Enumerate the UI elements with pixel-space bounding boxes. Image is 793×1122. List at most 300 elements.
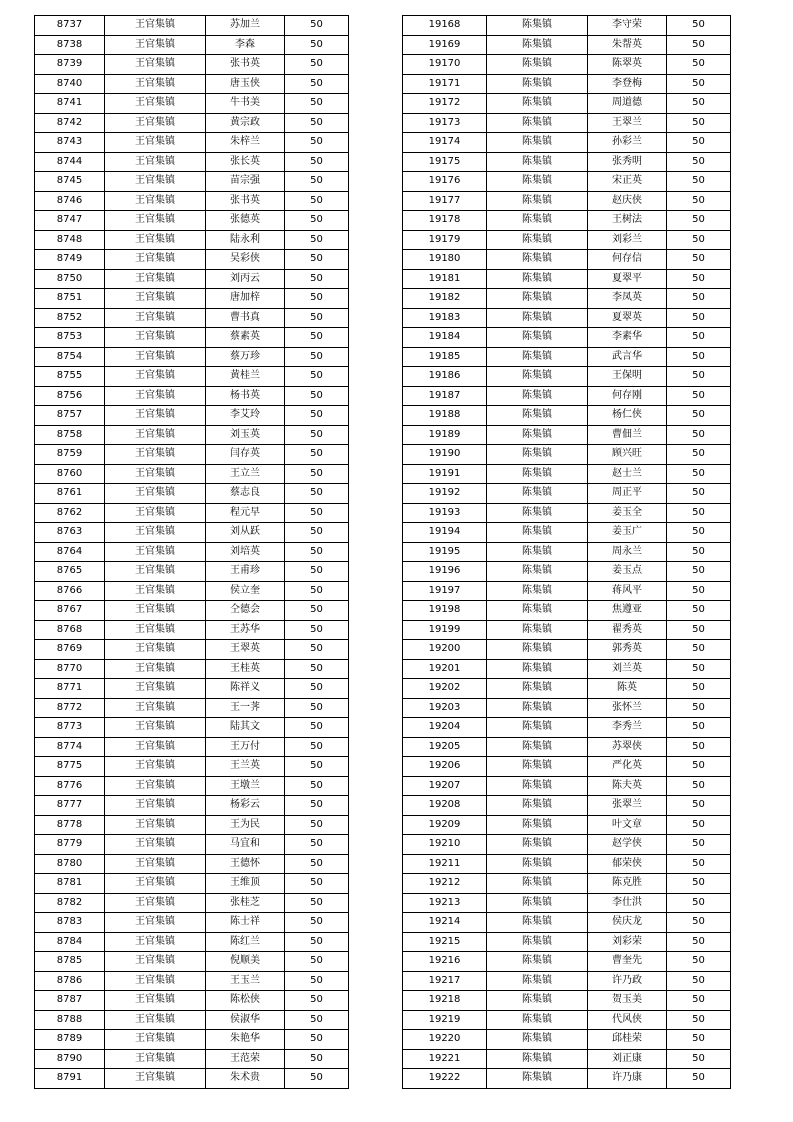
amount-cell: 50 (285, 425, 349, 445)
amount-cell: 50 (285, 640, 349, 660)
serial-number-cell: 19207 (403, 776, 487, 796)
amount-cell: 50 (285, 932, 349, 952)
amount-cell: 50 (667, 854, 731, 874)
name-cell: 曹书真 (206, 308, 285, 328)
table-row (35, 74, 349, 94)
town-cell: 王官集镇 (105, 230, 206, 250)
serial-number-cell: 8768 (35, 620, 105, 640)
name-cell: 刘兰英 (588, 659, 667, 679)
left-roster-table (34, 15, 349, 1089)
amount-cell: 50 (667, 172, 731, 192)
town-cell: 陈集镇 (487, 952, 588, 972)
name-cell: 翟秀英 (588, 620, 667, 640)
town-cell: 陈集镇 (487, 211, 588, 231)
table-row (403, 1010, 731, 1030)
amount-cell: 50 (285, 445, 349, 465)
name-cell: 王翠兰 (588, 113, 667, 133)
town-cell: 陈集镇 (487, 250, 588, 270)
serial-number-cell: 8762 (35, 503, 105, 523)
table-row (403, 35, 731, 55)
town-cell: 陈集镇 (487, 347, 588, 367)
name-cell: 王一荠 (206, 698, 285, 718)
amount-cell: 50 (667, 523, 731, 543)
table-row (403, 386, 731, 406)
town-cell: 王官集镇 (105, 640, 206, 660)
amount-cell: 50 (285, 737, 349, 757)
amount-cell: 50 (667, 1010, 731, 1030)
town-cell: 陈集镇 (487, 464, 588, 484)
table-row (403, 289, 731, 309)
name-cell: 程元早 (206, 503, 285, 523)
amount-cell: 50 (667, 445, 731, 465)
town-cell: 王官集镇 (105, 776, 206, 796)
serial-number-cell: 19190 (403, 445, 487, 465)
amount-cell: 50 (667, 1030, 731, 1050)
town-cell: 陈集镇 (487, 796, 588, 816)
serial-number-cell: 19222 (403, 1069, 487, 1089)
amount-cell: 50 (285, 386, 349, 406)
name-cell: 陈夫英 (588, 776, 667, 796)
amount-cell: 50 (667, 367, 731, 387)
serial-number-cell: 19200 (403, 640, 487, 660)
table-row (35, 152, 349, 172)
town-cell: 王官集镇 (105, 835, 206, 855)
name-cell: 刘正康 (588, 1049, 667, 1069)
town-cell: 王官集镇 (105, 250, 206, 270)
town-cell: 陈集镇 (487, 757, 588, 777)
town-cell: 陈集镇 (487, 542, 588, 562)
table-row (35, 289, 349, 309)
amount-cell: 50 (285, 113, 349, 133)
serial-number-cell: 8788 (35, 1010, 105, 1030)
name-cell: 焦遵亚 (588, 601, 667, 621)
name-cell: 王范荣 (206, 1049, 285, 1069)
amount-cell: 50 (667, 796, 731, 816)
serial-number-cell: 8777 (35, 796, 105, 816)
name-cell: 杨彩云 (206, 796, 285, 816)
name-cell: 蒋风平 (588, 581, 667, 601)
name-cell: 仝德会 (206, 601, 285, 621)
town-cell: 王官集镇 (105, 581, 206, 601)
table-row (403, 835, 731, 855)
name-cell: 代风侠 (588, 1010, 667, 1030)
name-cell: 郭秀英 (588, 640, 667, 660)
town-cell: 陈集镇 (487, 835, 588, 855)
name-cell: 陈红兰 (206, 932, 285, 952)
serial-number-cell: 19183 (403, 308, 487, 328)
town-cell: 陈集镇 (487, 893, 588, 913)
serial-number-cell: 8739 (35, 55, 105, 75)
name-cell: 张书英 (206, 55, 285, 75)
name-cell: 张书英 (206, 191, 285, 211)
town-cell: 王官集镇 (105, 796, 206, 816)
amount-cell: 50 (667, 698, 731, 718)
town-cell: 王官集镇 (105, 445, 206, 465)
table-row (35, 737, 349, 757)
name-cell: 贺玉美 (588, 991, 667, 1011)
table-row (35, 347, 349, 367)
amount-cell: 50 (667, 971, 731, 991)
amount-cell: 50 (667, 308, 731, 328)
table-row (35, 484, 349, 504)
name-cell: 王兰英 (206, 757, 285, 777)
town-cell: 陈集镇 (487, 815, 588, 835)
table-row (35, 796, 349, 816)
town-cell: 王官集镇 (105, 815, 206, 835)
right-roster-body (403, 16, 731, 1089)
name-cell: 叶文章 (588, 815, 667, 835)
town-cell: 王官集镇 (105, 133, 206, 153)
amount-cell: 50 (667, 913, 731, 933)
amount-cell: 50 (667, 191, 731, 211)
serial-number-cell: 8752 (35, 308, 105, 328)
name-cell: 陆其文 (206, 718, 285, 738)
name-cell: 唐加梓 (206, 289, 285, 309)
town-cell: 王官集镇 (105, 16, 206, 36)
serial-number-cell: 8786 (35, 971, 105, 991)
serial-number-cell: 19187 (403, 386, 487, 406)
town-cell: 陈集镇 (487, 308, 588, 328)
town-cell: 王官集镇 (105, 367, 206, 387)
table-row (403, 250, 731, 270)
name-cell: 陈克胜 (588, 874, 667, 894)
amount-cell: 50 (285, 406, 349, 426)
amount-cell: 50 (285, 952, 349, 972)
serial-number-cell: 8779 (35, 835, 105, 855)
serial-number-cell: 19211 (403, 854, 487, 874)
serial-number-cell: 8745 (35, 172, 105, 192)
amount-cell: 50 (667, 133, 731, 153)
name-cell: 朱术贵 (206, 1069, 285, 1089)
name-cell: 王桂英 (206, 659, 285, 679)
name-cell: 侯立奎 (206, 581, 285, 601)
table-row (35, 1030, 349, 1050)
amount-cell: 50 (667, 952, 731, 972)
serial-number-cell: 8760 (35, 464, 105, 484)
amount-cell: 50 (667, 815, 731, 835)
table-row (35, 757, 349, 777)
table-row (35, 464, 349, 484)
right-roster-table (402, 15, 731, 1089)
table-row (403, 620, 731, 640)
town-cell: 陈集镇 (487, 562, 588, 582)
name-cell: 李登梅 (588, 74, 667, 94)
town-cell: 王官集镇 (105, 854, 206, 874)
name-cell: 侯淑华 (206, 1010, 285, 1030)
table-row (403, 55, 731, 75)
amount-cell: 50 (285, 367, 349, 387)
name-cell: 蔡万珍 (206, 347, 285, 367)
table-row (403, 1049, 731, 1069)
serial-number-cell: 19191 (403, 464, 487, 484)
name-cell: 王保明 (588, 367, 667, 387)
serial-number-cell: 8749 (35, 250, 105, 270)
town-cell: 王官集镇 (105, 952, 206, 972)
table-row (35, 269, 349, 289)
serial-number-cell: 19192 (403, 484, 487, 504)
name-cell: 郁荣侠 (588, 854, 667, 874)
serial-number-cell: 19182 (403, 289, 487, 309)
name-cell: 陈松侠 (206, 991, 285, 1011)
amount-cell: 50 (285, 523, 349, 543)
amount-cell: 50 (667, 464, 731, 484)
table-row (403, 523, 731, 543)
table-row (35, 854, 349, 874)
town-cell: 陈集镇 (487, 152, 588, 172)
left-roster-body (35, 16, 349, 1089)
table-row (403, 16, 731, 36)
table-row (403, 913, 731, 933)
amount-cell: 50 (285, 776, 349, 796)
town-cell: 王官集镇 (105, 74, 206, 94)
name-cell: 苏加兰 (206, 16, 285, 36)
town-cell: 王官集镇 (105, 35, 206, 55)
town-cell: 陈集镇 (487, 913, 588, 933)
town-cell: 王官集镇 (105, 893, 206, 913)
serial-number-cell: 8791 (35, 1069, 105, 1089)
serial-number-cell: 8759 (35, 445, 105, 465)
town-cell: 王官集镇 (105, 991, 206, 1011)
town-cell: 陈集镇 (487, 991, 588, 1011)
table-row (403, 698, 731, 718)
town-cell: 陈集镇 (487, 503, 588, 523)
serial-number-cell: 8748 (35, 230, 105, 250)
town-cell: 王官集镇 (105, 737, 206, 757)
table-row (403, 367, 731, 387)
name-cell: 李素华 (588, 328, 667, 348)
serial-number-cell: 8744 (35, 152, 105, 172)
table-row (35, 835, 349, 855)
serial-number-cell: 8755 (35, 367, 105, 387)
name-cell: 马宜和 (206, 835, 285, 855)
serial-number-cell: 19216 (403, 952, 487, 972)
town-cell: 陈集镇 (487, 1069, 588, 1089)
serial-number-cell: 8789 (35, 1030, 105, 1050)
serial-number-cell: 19214 (403, 913, 487, 933)
town-cell: 王官集镇 (105, 406, 206, 426)
amount-cell: 50 (667, 776, 731, 796)
table-row (35, 1010, 349, 1030)
town-cell: 王官集镇 (105, 386, 206, 406)
amount-cell: 50 (285, 74, 349, 94)
town-cell: 陈集镇 (487, 172, 588, 192)
serial-number-cell: 8753 (35, 328, 105, 348)
serial-number-cell: 8765 (35, 562, 105, 582)
town-cell: 陈集镇 (487, 1010, 588, 1030)
amount-cell: 50 (667, 211, 731, 231)
town-cell: 王官集镇 (105, 971, 206, 991)
name-cell: 许乃政 (588, 971, 667, 991)
amount-cell: 50 (667, 640, 731, 660)
serial-number-cell: 19177 (403, 191, 487, 211)
table-row (403, 542, 731, 562)
town-cell: 陈集镇 (487, 94, 588, 114)
name-cell: 刘丙云 (206, 269, 285, 289)
serial-number-cell: 19202 (403, 679, 487, 699)
town-cell: 陈集镇 (487, 932, 588, 952)
town-cell: 王官集镇 (105, 464, 206, 484)
name-cell: 陈祥义 (206, 679, 285, 699)
table-row (403, 737, 731, 757)
table-row (403, 854, 731, 874)
name-cell: 周正平 (588, 484, 667, 504)
serial-number-cell: 8787 (35, 991, 105, 1011)
serial-number-cell: 19171 (403, 74, 487, 94)
serial-number-cell: 8738 (35, 35, 105, 55)
serial-number-cell: 19221 (403, 1049, 487, 1069)
amount-cell: 50 (285, 211, 349, 231)
name-cell: 王翠英 (206, 640, 285, 660)
table-row (403, 425, 731, 445)
name-cell: 夏翠英 (588, 308, 667, 328)
name-cell: 张怀兰 (588, 698, 667, 718)
table-row (403, 328, 731, 348)
amount-cell: 50 (285, 191, 349, 211)
serial-number-cell: 8774 (35, 737, 105, 757)
serial-number-cell: 19184 (403, 328, 487, 348)
serial-number-cell: 8742 (35, 113, 105, 133)
town-cell: 王官集镇 (105, 542, 206, 562)
serial-number-cell: 19195 (403, 542, 487, 562)
serial-number-cell: 8773 (35, 718, 105, 738)
table-row (35, 35, 349, 55)
amount-cell: 50 (667, 991, 731, 1011)
amount-cell: 50 (285, 718, 349, 738)
serial-number-cell: 19197 (403, 581, 487, 601)
table-row (35, 640, 349, 660)
amount-cell: 50 (667, 562, 731, 582)
name-cell: 蔡志良 (206, 484, 285, 504)
serial-number-cell: 8783 (35, 913, 105, 933)
table-row (403, 796, 731, 816)
table-row (403, 932, 731, 952)
name-cell: 邱桂荣 (588, 1030, 667, 1050)
amount-cell: 50 (285, 679, 349, 699)
amount-cell: 50 (285, 1030, 349, 1050)
table-row (35, 815, 349, 835)
town-cell: 王官集镇 (105, 328, 206, 348)
serial-number-cell: 19168 (403, 16, 487, 36)
town-cell: 陈集镇 (487, 113, 588, 133)
serial-number-cell: 8775 (35, 757, 105, 777)
table-row (403, 581, 731, 601)
table-row (403, 464, 731, 484)
serial-number-cell: 19213 (403, 893, 487, 913)
serial-number-cell: 8770 (35, 659, 105, 679)
serial-number-cell: 8778 (35, 815, 105, 835)
town-cell: 王官集镇 (105, 113, 206, 133)
amount-cell: 50 (285, 230, 349, 250)
serial-number-cell: 19169 (403, 35, 487, 55)
town-cell: 陈集镇 (487, 55, 588, 75)
town-cell: 王官集镇 (105, 347, 206, 367)
amount-cell: 50 (667, 347, 731, 367)
serial-number-cell: 19181 (403, 269, 487, 289)
table-row (35, 893, 349, 913)
town-cell: 陈集镇 (487, 386, 588, 406)
serial-number-cell: 19179 (403, 230, 487, 250)
town-cell: 王官集镇 (105, 1049, 206, 1069)
amount-cell: 50 (285, 835, 349, 855)
table-row (35, 308, 349, 328)
name-cell: 刘彩兰 (588, 230, 667, 250)
table-row (403, 230, 731, 250)
amount-cell: 50 (285, 757, 349, 777)
serial-number-cell: 8761 (35, 484, 105, 504)
table-row (403, 191, 731, 211)
serial-number-cell: 19203 (403, 698, 487, 718)
town-cell: 陈集镇 (487, 367, 588, 387)
amount-cell: 50 (667, 874, 731, 894)
town-cell: 陈集镇 (487, 406, 588, 426)
table-row (35, 913, 349, 933)
amount-cell: 50 (285, 874, 349, 894)
table-row (35, 698, 349, 718)
name-cell: 赵学侠 (588, 835, 667, 855)
name-cell: 赵士兰 (588, 464, 667, 484)
name-cell: 苗宗强 (206, 172, 285, 192)
town-cell: 陈集镇 (487, 289, 588, 309)
table-row (403, 172, 731, 192)
table-row (35, 542, 349, 562)
town-cell: 王官集镇 (105, 191, 206, 211)
amount-cell: 50 (667, 250, 731, 270)
table-row (35, 406, 349, 426)
name-cell: 张桂芝 (206, 893, 285, 913)
amount-cell: 50 (285, 854, 349, 874)
table-row (403, 503, 731, 523)
serial-number-cell: 19186 (403, 367, 487, 387)
amount-cell: 50 (667, 484, 731, 504)
name-cell: 刘玉英 (206, 425, 285, 445)
name-cell: 李守荣 (588, 16, 667, 36)
name-cell: 李仕洪 (588, 893, 667, 913)
serial-number-cell: 19201 (403, 659, 487, 679)
table-row (403, 211, 731, 231)
town-cell: 陈集镇 (487, 445, 588, 465)
town-cell: 陈集镇 (487, 133, 588, 153)
table-row (35, 16, 349, 36)
table-row (403, 971, 731, 991)
town-cell: 陈集镇 (487, 737, 588, 757)
table-row (35, 601, 349, 621)
table-row (35, 250, 349, 270)
table-row (403, 445, 731, 465)
name-cell: 夏翠平 (588, 269, 667, 289)
serial-number-cell: 19178 (403, 211, 487, 231)
amount-cell: 50 (285, 289, 349, 309)
serial-number-cell: 19189 (403, 425, 487, 445)
table-row (35, 211, 349, 231)
serial-number-cell: 8769 (35, 640, 105, 660)
name-cell: 何存信 (588, 250, 667, 270)
amount-cell: 50 (285, 991, 349, 1011)
amount-cell: 50 (285, 698, 349, 718)
table-row (403, 1030, 731, 1050)
amount-cell: 50 (285, 172, 349, 192)
amount-cell: 50 (285, 94, 349, 114)
name-cell: 李秀兰 (588, 718, 667, 738)
name-cell: 王甫珍 (206, 562, 285, 582)
town-cell: 王官集镇 (105, 94, 206, 114)
serial-number-cell: 19194 (403, 523, 487, 543)
name-cell: 牛书美 (206, 94, 285, 114)
name-cell: 陆永利 (206, 230, 285, 250)
name-cell: 侯庆龙 (588, 913, 667, 933)
name-cell: 黄桂兰 (206, 367, 285, 387)
town-cell: 陈集镇 (487, 659, 588, 679)
amount-cell: 50 (667, 601, 731, 621)
